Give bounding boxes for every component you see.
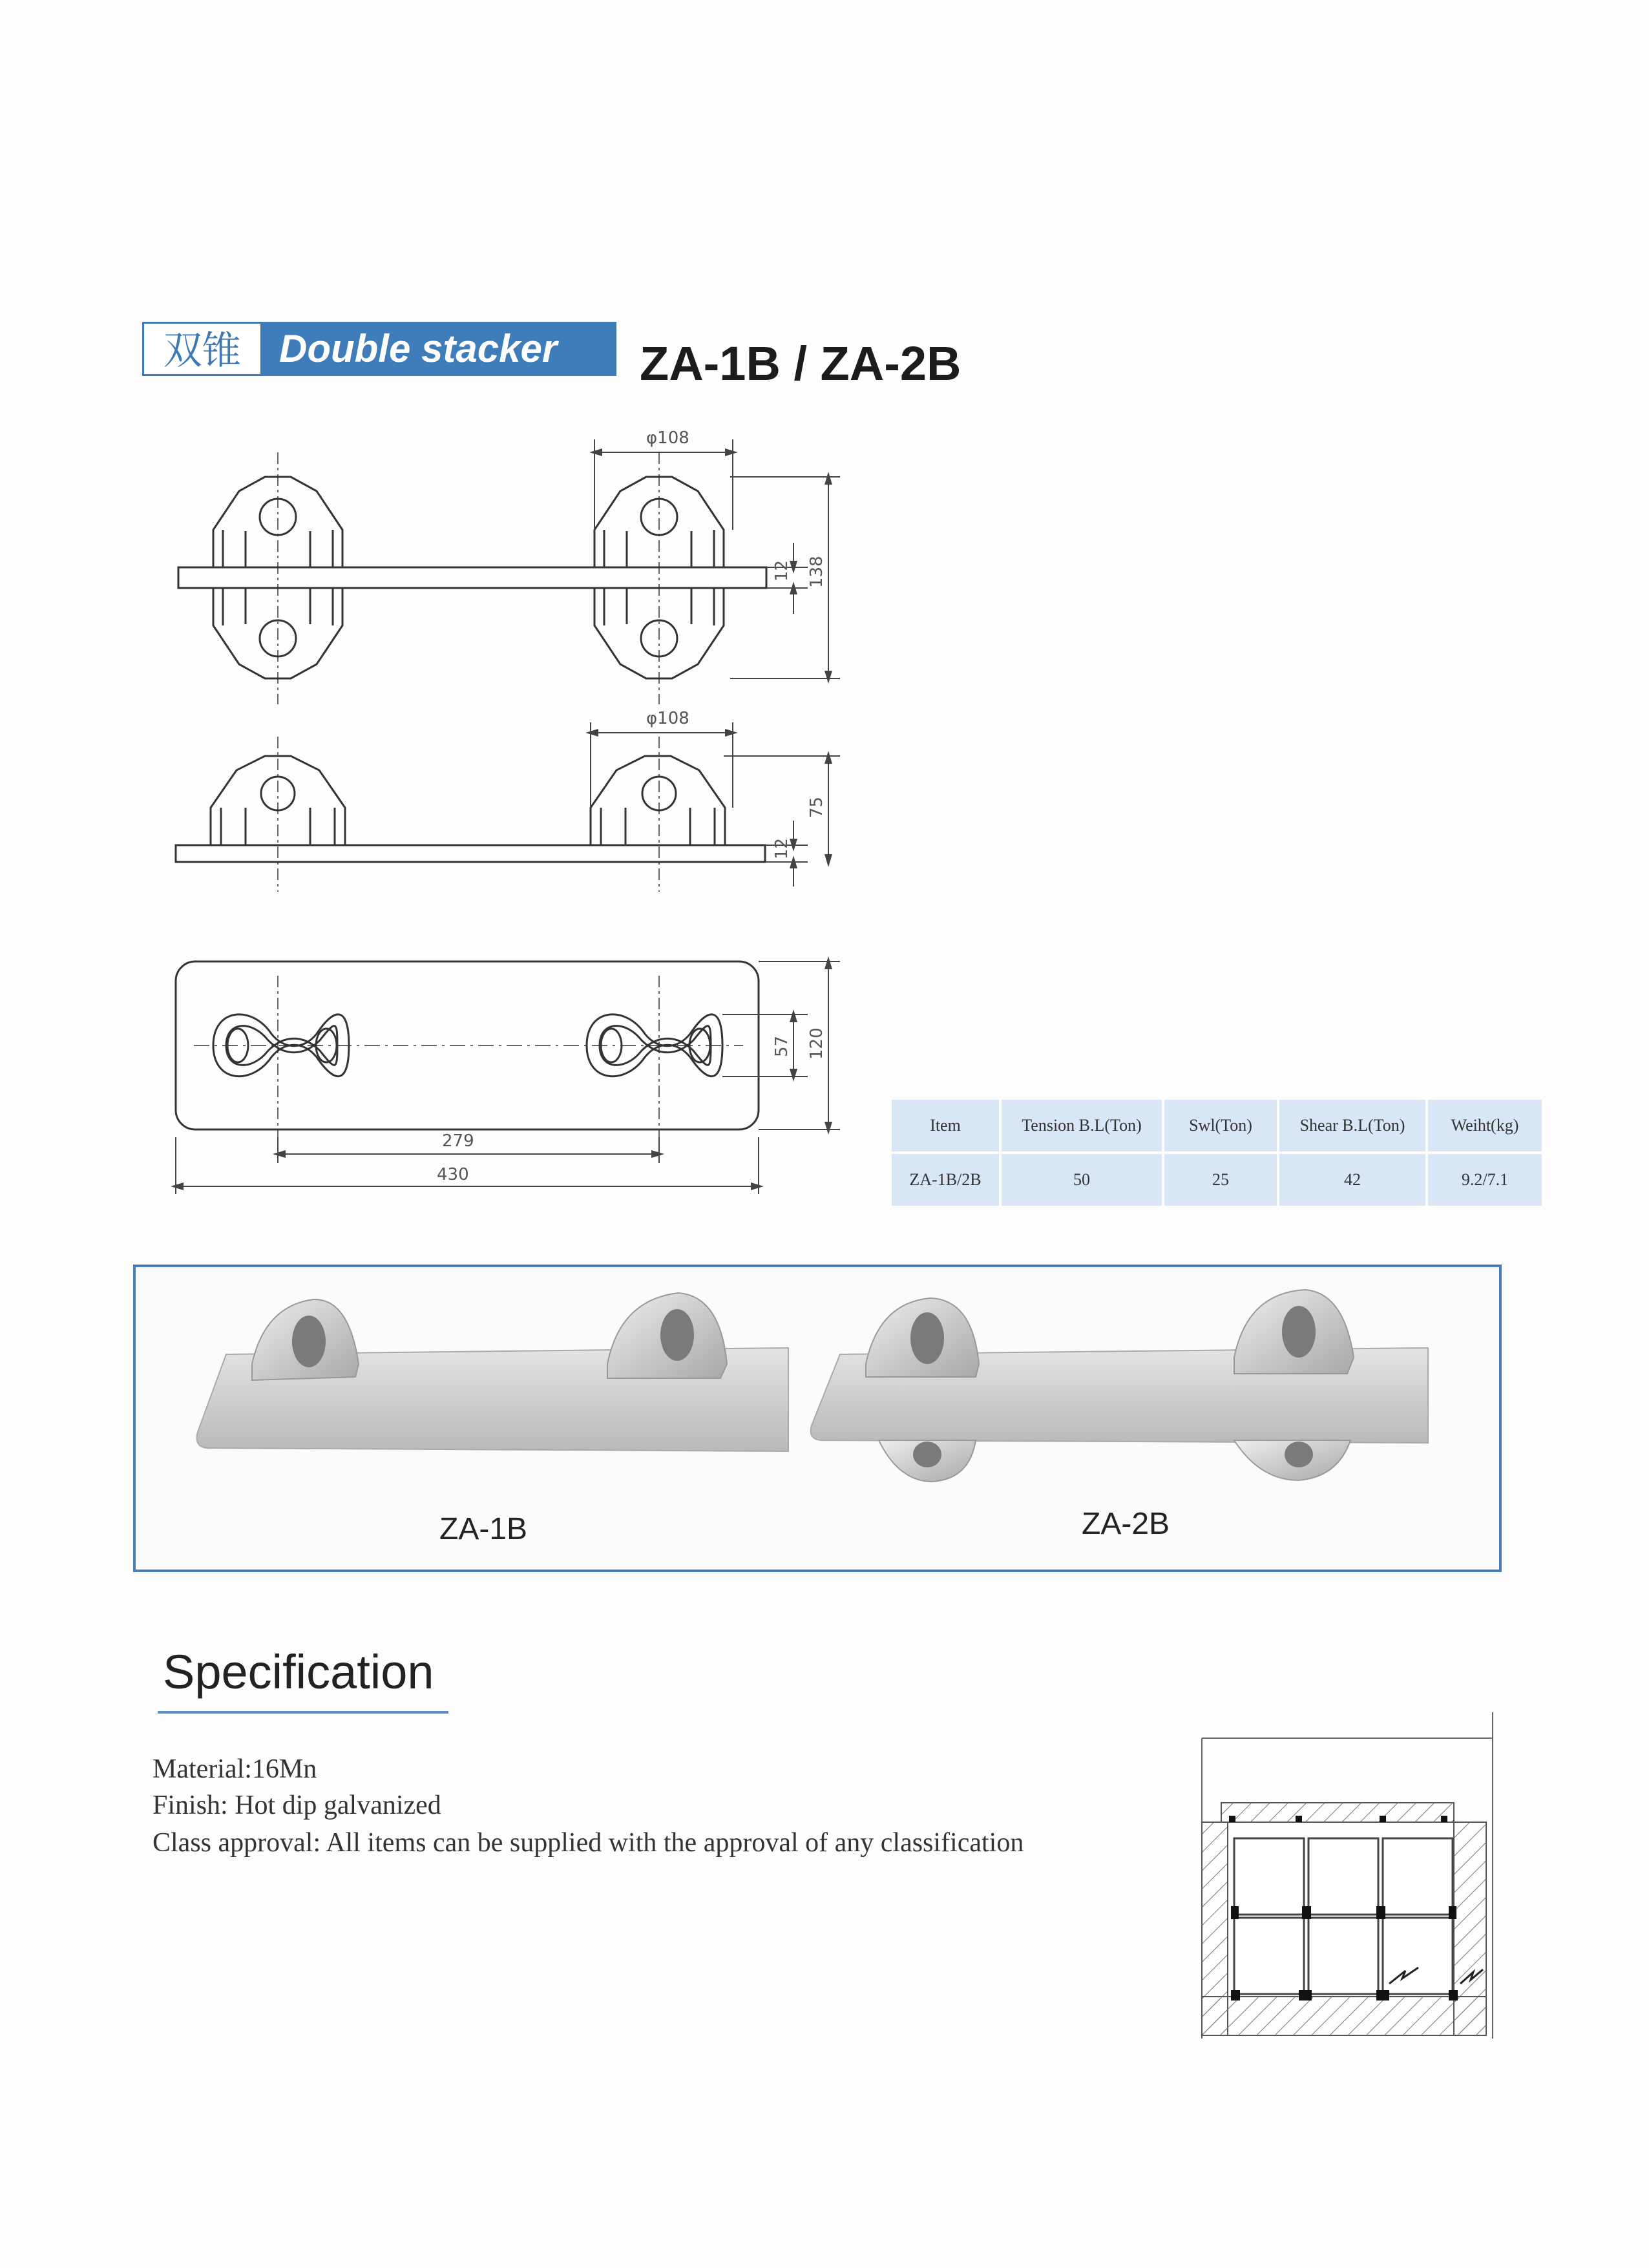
td-weight: 9.2/7.1 <box>1428 1154 1542 1206</box>
spec-finish: Finish: Hot dip galvanized <box>152 1790 441 1820</box>
td-swl: 25 <box>1164 1154 1277 1206</box>
photo-za-2b <box>811 1290 1428 1482</box>
table-header-row <box>892 1100 1542 1151</box>
td-item: ZA-1B/2B <box>892 1154 999 1206</box>
product-photos <box>136 1267 1499 1570</box>
top-left-slot <box>213 1014 349 1076</box>
front-view-plate <box>178 567 766 588</box>
dim-57: 57 <box>772 1035 792 1057</box>
front-left-lug <box>213 477 342 678</box>
dim-12-top: 12 <box>772 560 792 582</box>
dim-12-side: 12 <box>772 837 792 859</box>
front-right-lug <box>594 477 724 678</box>
dim-430: 430 <box>437 1165 469 1184</box>
side-right-lug <box>591 756 725 845</box>
th-swl: Swl(Ton) <box>1164 1100 1277 1151</box>
dim-279: 279 <box>442 1131 474 1151</box>
photo-label-za-1b: ZA-1B <box>439 1512 528 1546</box>
th-shear: Shear B.L(Ton) <box>1279 1100 1425 1151</box>
th-item: Item <box>892 1100 999 1151</box>
table-row <box>892 1154 1542 1206</box>
product-photo-frame <box>133 1265 1502 1572</box>
dim-120: 120 <box>807 1027 826 1060</box>
td-tension: 50 <box>1002 1154 1162 1206</box>
dim-phi108-side: φ108 <box>646 709 689 728</box>
specification-heading: Specification <box>163 1645 434 1699</box>
specification-underline <box>158 1711 448 1714</box>
spec-material: Material:16Mn <box>152 1754 317 1784</box>
top-right-slot <box>587 1014 722 1076</box>
side-left-lug <box>211 756 345 845</box>
dim-phi108-top: φ108 <box>646 428 689 448</box>
header-english-title: Double stacker <box>262 322 616 376</box>
th-weight: Weiht(kg) <box>1428 1100 1542 1151</box>
top-view-plate <box>176 961 759 1129</box>
td-shear: 42 <box>1279 1154 1425 1206</box>
container-stack-diagram <box>1195 1712 1506 2042</box>
spec-class-approval: Class approval: All items can be supplied with the approval of any classification <box>152 1828 1024 1858</box>
dim-75: 75 <box>807 796 826 818</box>
side-view-plate <box>176 845 765 862</box>
dim-138: 138 <box>807 556 826 588</box>
photo-za-1b <box>197 1293 788 1451</box>
spec-table <box>889 1097 1544 1208</box>
header-chinese-title: 双锥 <box>142 322 262 376</box>
photo-label-za-2b: ZA-2B <box>1082 1507 1170 1541</box>
th-tension: Tension B.L(Ton) <box>1002 1100 1162 1151</box>
model-title: ZA-1B / ZA-2B <box>640 337 961 390</box>
